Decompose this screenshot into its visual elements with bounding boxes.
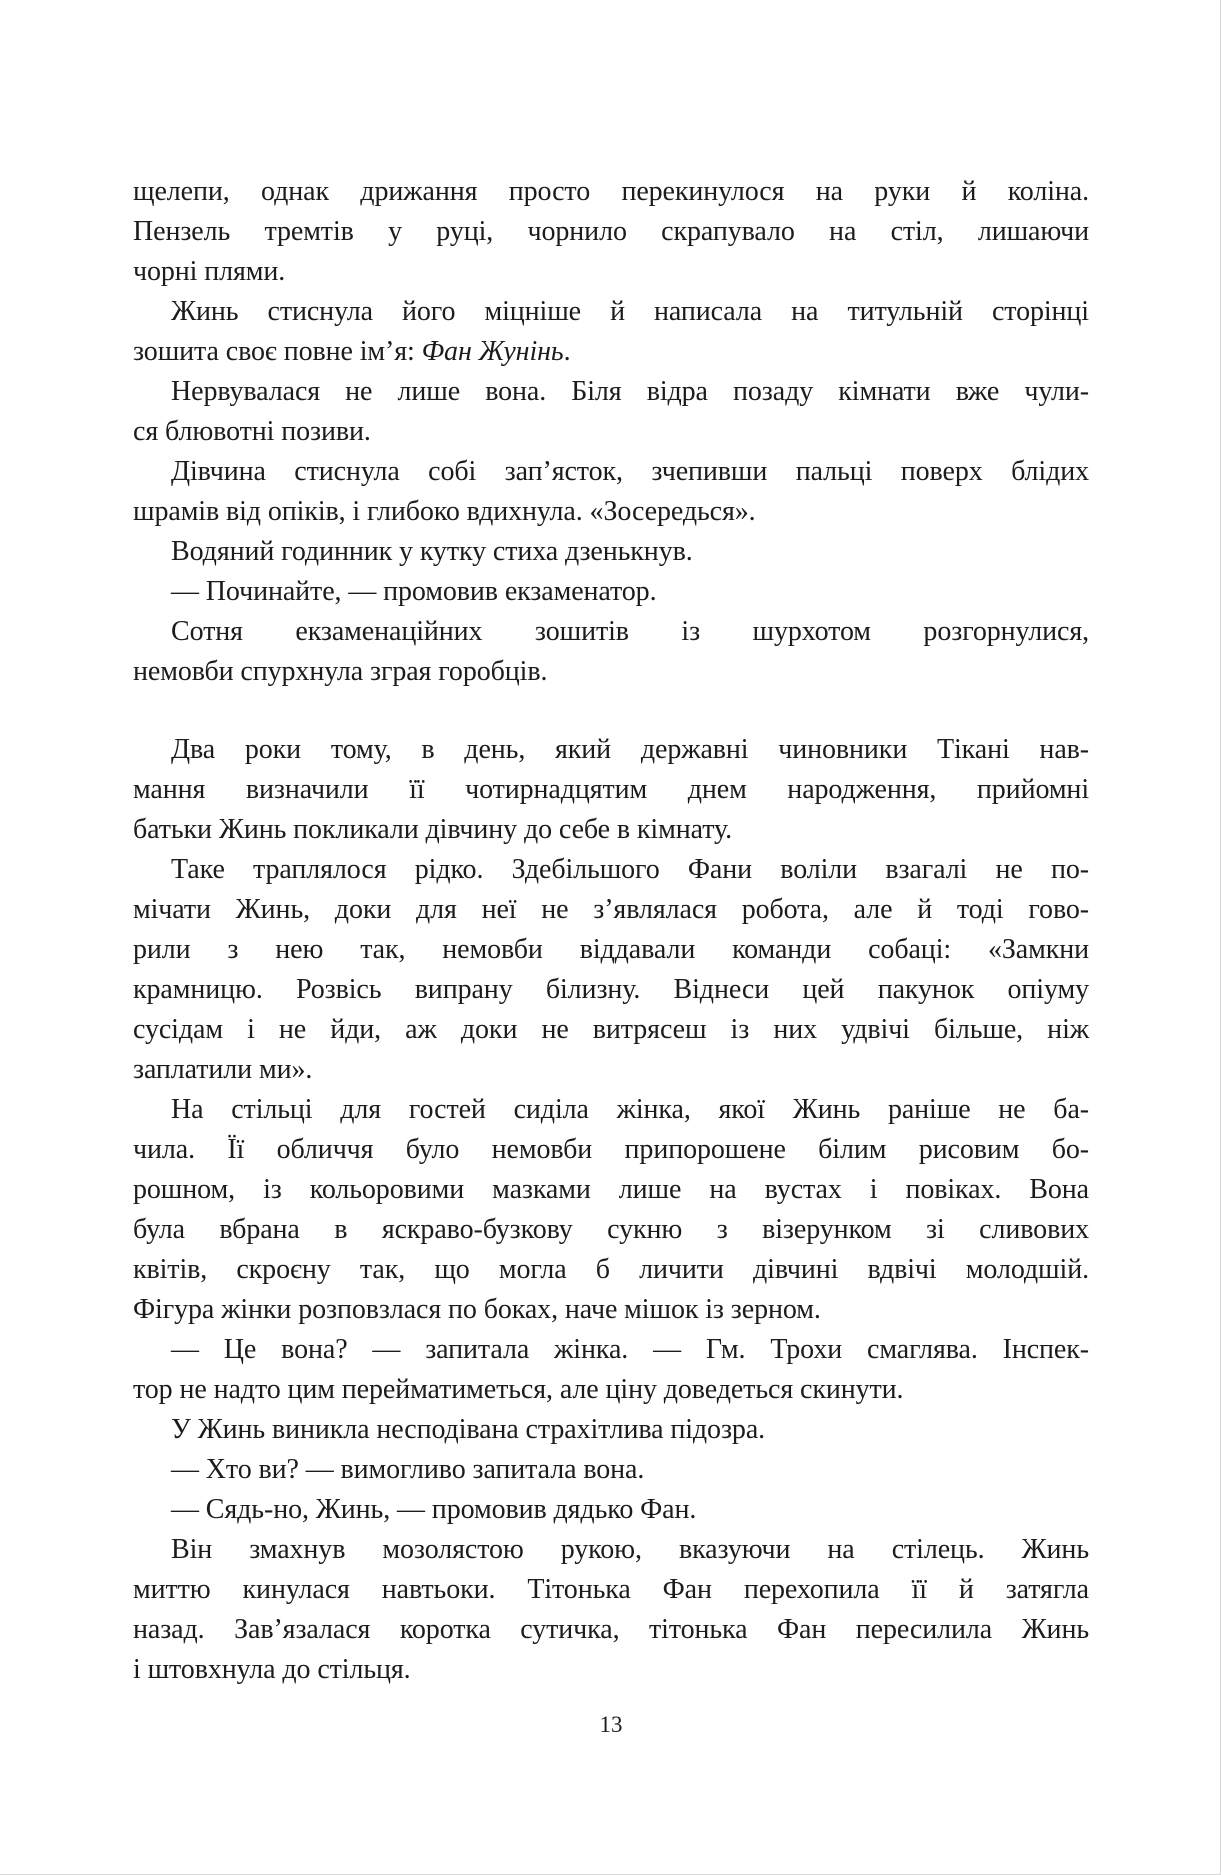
text-line (133, 252, 1089, 292)
text-segment: мання визначили її чотирнадцятим днем народження, прийомні (133, 774, 1089, 805)
text-line (133, 1530, 1089, 1570)
text-line (133, 770, 1089, 810)
text-segment: шрамів від опіків, і глибоко вдихнула. «Зосередься». (133, 496, 756, 527)
text-line (133, 1290, 1089, 1330)
text-segment: щелепи, однак дрижання просто перекинулося на руки й коліна. (133, 176, 1089, 207)
text-segment: Таке траплялося рідко. Здебільшого Фани воліли взагалі не по- (171, 854, 1089, 885)
text-line (133, 1610, 1089, 1650)
character-name-italic: Фан Жунінь (421, 336, 564, 367)
section-break (133, 692, 1089, 730)
text-line (133, 292, 1089, 332)
text-segment: ся блювотні позиви. (133, 416, 371, 447)
text-segment: Два роки тому, в день, який державні чиновники Тікані нав- (171, 734, 1089, 765)
text-segment: чила. Її обличчя було немовби припорошене білим рисовим бо- (133, 1134, 1089, 1165)
page-text (133, 172, 1089, 1690)
text-segment: квітів, скроєну так, що могла б личити дівчині вдвічі молодшій. (133, 1254, 1089, 1285)
text-segment: мічати Жинь, доки для неї не з’являлася робота, але й тоді гово- (133, 894, 1089, 925)
text-segment: сусідам і не йди, аж доки не витрясеш із них удвічі більше, ніж (133, 1014, 1089, 1045)
text-line (133, 172, 1089, 212)
text-segment: У Жинь виникла несподівана страхітлива підозра. (171, 1414, 766, 1445)
text-segment: Сотня екзаменаційних зошитів із шурхотом розгорнулися, (171, 616, 1089, 647)
text-line (133, 1370, 1089, 1410)
text-line (133, 1570, 1089, 1610)
text-line (133, 1330, 1089, 1370)
text-line (133, 1250, 1089, 1290)
text-line (133, 1090, 1089, 1130)
text-line (133, 332, 1089, 372)
text-segment: — Починайте, — промовив екзаменатор. (171, 576, 657, 607)
text-line (133, 652, 1089, 692)
text-segment: — Сядь-но, Жинь, — промовив дядько Фан. (171, 1494, 697, 1525)
text-segment: заплатили ми». (133, 1054, 313, 1085)
text-line (133, 1130, 1089, 1170)
text-line (133, 1490, 1089, 1530)
text-segment: зошита своє повне ім’я: (133, 336, 422, 367)
text-line (133, 1410, 1089, 1450)
text-line (133, 730, 1089, 770)
text-line (133, 1170, 1089, 1210)
text-line (133, 1050, 1089, 1090)
text-line (133, 572, 1089, 612)
text-line (133, 492, 1089, 532)
text-line (133, 412, 1089, 452)
text-segment: миттю кинулася навтьоки. Тітонька Фан перехопила її й затягла (133, 1574, 1089, 1605)
text-line (133, 1010, 1089, 1050)
text-segment: — Хто ви? — вимогливо запитала вона. (171, 1454, 645, 1485)
text-line (133, 850, 1089, 890)
text-segment: Нервувалася не лише вона. Біля відра позаду кімнати вже чули- (171, 376, 1089, 407)
text-segment: . (563, 336, 571, 367)
text-segment: чорні плями. (133, 256, 286, 287)
text-line (133, 612, 1089, 652)
text-segment: Жинь стиснула його міцніше й написала на титульній сторінці (171, 296, 1089, 327)
text-segment: рили з нею так, немовби віддавали команди собаці: «Замкни (133, 934, 1089, 965)
text-segment: крамницю. Розвісь випрану білизну. Віднеси цей пакунок опіуму (133, 974, 1089, 1005)
text-line (133, 372, 1089, 412)
text-segment: рошном, із кольоровими мазками лише на вустах і повіках. Вона (133, 1174, 1089, 1205)
text-segment: тор не надто цим перейматиметься, але ціну доведеться скинути. (133, 1374, 904, 1405)
text-segment: назад. Зав’язалася коротка сутичка, тітонька Фан пересилила Жинь (133, 1614, 1089, 1645)
text-line (133, 212, 1089, 252)
text-segment: На стільці для гостей сиділа жінка, якої Жинь раніше не ба- (171, 1094, 1089, 1125)
text-line (133, 930, 1089, 970)
page-number: 13 (599, 1712, 623, 1737)
text-segment: і штовхнула до стільця. (133, 1654, 411, 1685)
text-segment: немовби спурхнула зграя горобців. (133, 656, 548, 687)
text-line (133, 890, 1089, 930)
text-segment: батьки Жинь покликали дівчину до себе в кімнату. (133, 814, 732, 845)
text-segment: Пензель тремтів у руці, чорнило скрапувало на стіл, лишаючи (133, 216, 1089, 247)
text-segment: Дівчина стиснула собі зап’ясток, зчепивши пальці поверх блідих (171, 456, 1089, 487)
text-line (133, 452, 1089, 492)
text-segment: Водяний годинник у кутку стиха дзенькнув. (171, 536, 693, 567)
text-segment: Фігура жінки розповзлася по боках, наче мішок із зерном. (133, 1294, 821, 1325)
text-segment: Він змахнув мозолястою рукою, вказуючи на стілець. Жинь (171, 1534, 1089, 1565)
text-line (133, 1210, 1089, 1250)
text-line (133, 1650, 1089, 1690)
text-line (133, 532, 1089, 572)
text-segment: — Це вона? — запитала жінка. — Гм. Трохи смаглява. Інспек- (171, 1334, 1089, 1365)
text-line (133, 970, 1089, 1010)
text-line (133, 810, 1089, 850)
text-segment: була вбрана в яскраво-бузкову сукню з візерунком зі сливових (133, 1214, 1089, 1245)
text-line (133, 1450, 1089, 1490)
